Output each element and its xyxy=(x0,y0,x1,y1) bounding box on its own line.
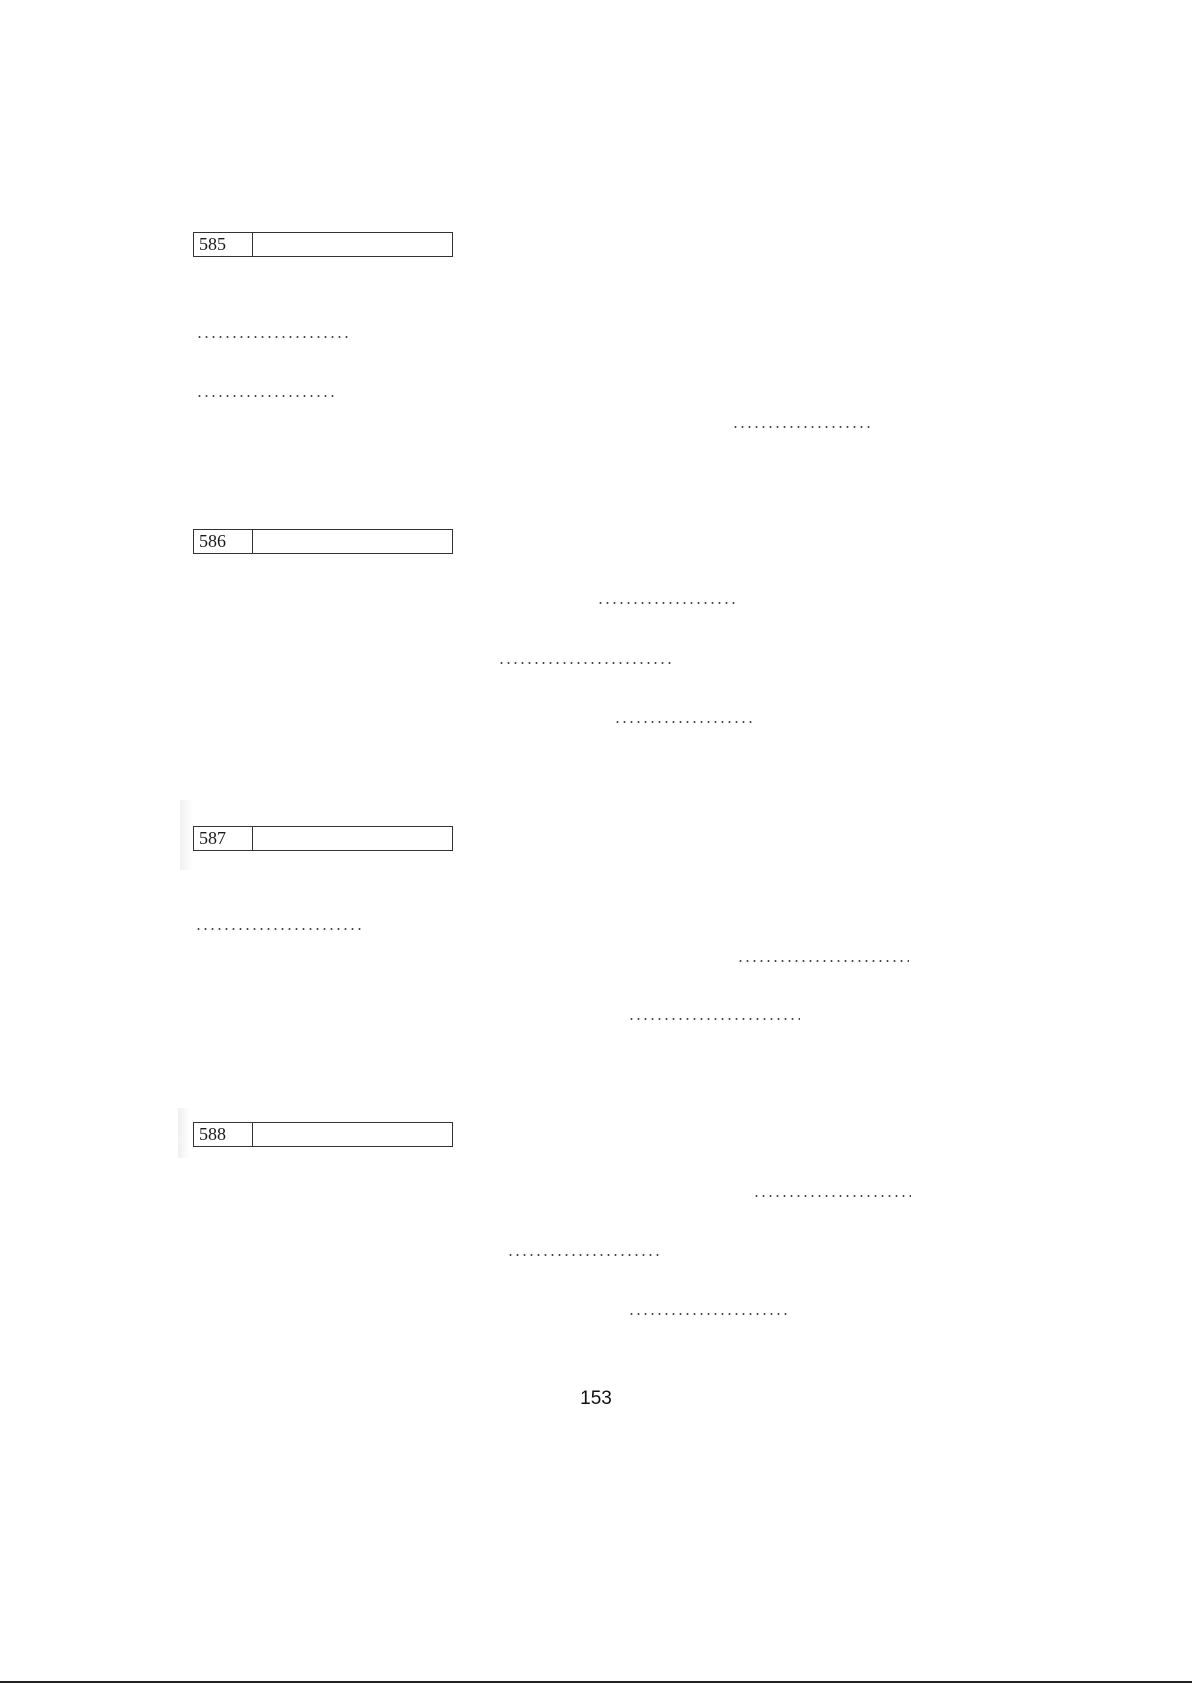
page-bottom-border xyxy=(0,1681,1192,1683)
question-number: 585 xyxy=(194,233,253,256)
answer-dotted-line[interactable] xyxy=(628,1018,800,1020)
answer-dotted-line[interactable] xyxy=(597,602,739,604)
answer-dotted-line[interactable] xyxy=(507,1254,663,1256)
answer-dotted-line[interactable] xyxy=(196,336,352,338)
answer-dotted-line[interactable] xyxy=(737,960,909,962)
question-number: 586 xyxy=(194,530,253,553)
question-588-box xyxy=(193,1122,453,1147)
answer-field[interactable] xyxy=(253,233,452,256)
answer-dotted-line[interactable] xyxy=(498,662,672,664)
answer-dotted-line[interactable] xyxy=(753,1195,911,1197)
question-585-box xyxy=(193,232,453,257)
answer-dotted-line[interactable] xyxy=(628,1313,788,1315)
answer-dotted-line[interactable] xyxy=(196,395,338,397)
scan-artifact xyxy=(180,800,192,870)
scan-artifact xyxy=(178,1108,190,1158)
answer-dotted-line[interactable] xyxy=(732,426,872,428)
page-number: 153 xyxy=(580,1388,612,1409)
answer-dotted-line[interactable] xyxy=(614,721,756,723)
question-587-box xyxy=(193,826,453,851)
answer-field[interactable] xyxy=(253,530,452,553)
answer-field[interactable] xyxy=(253,827,452,850)
answer-dotted-line[interactable] xyxy=(195,928,363,930)
question-586-box xyxy=(193,529,453,554)
question-number: 588 xyxy=(194,1123,253,1146)
answer-field[interactable] xyxy=(253,1123,452,1146)
question-number: 587 xyxy=(194,827,253,850)
